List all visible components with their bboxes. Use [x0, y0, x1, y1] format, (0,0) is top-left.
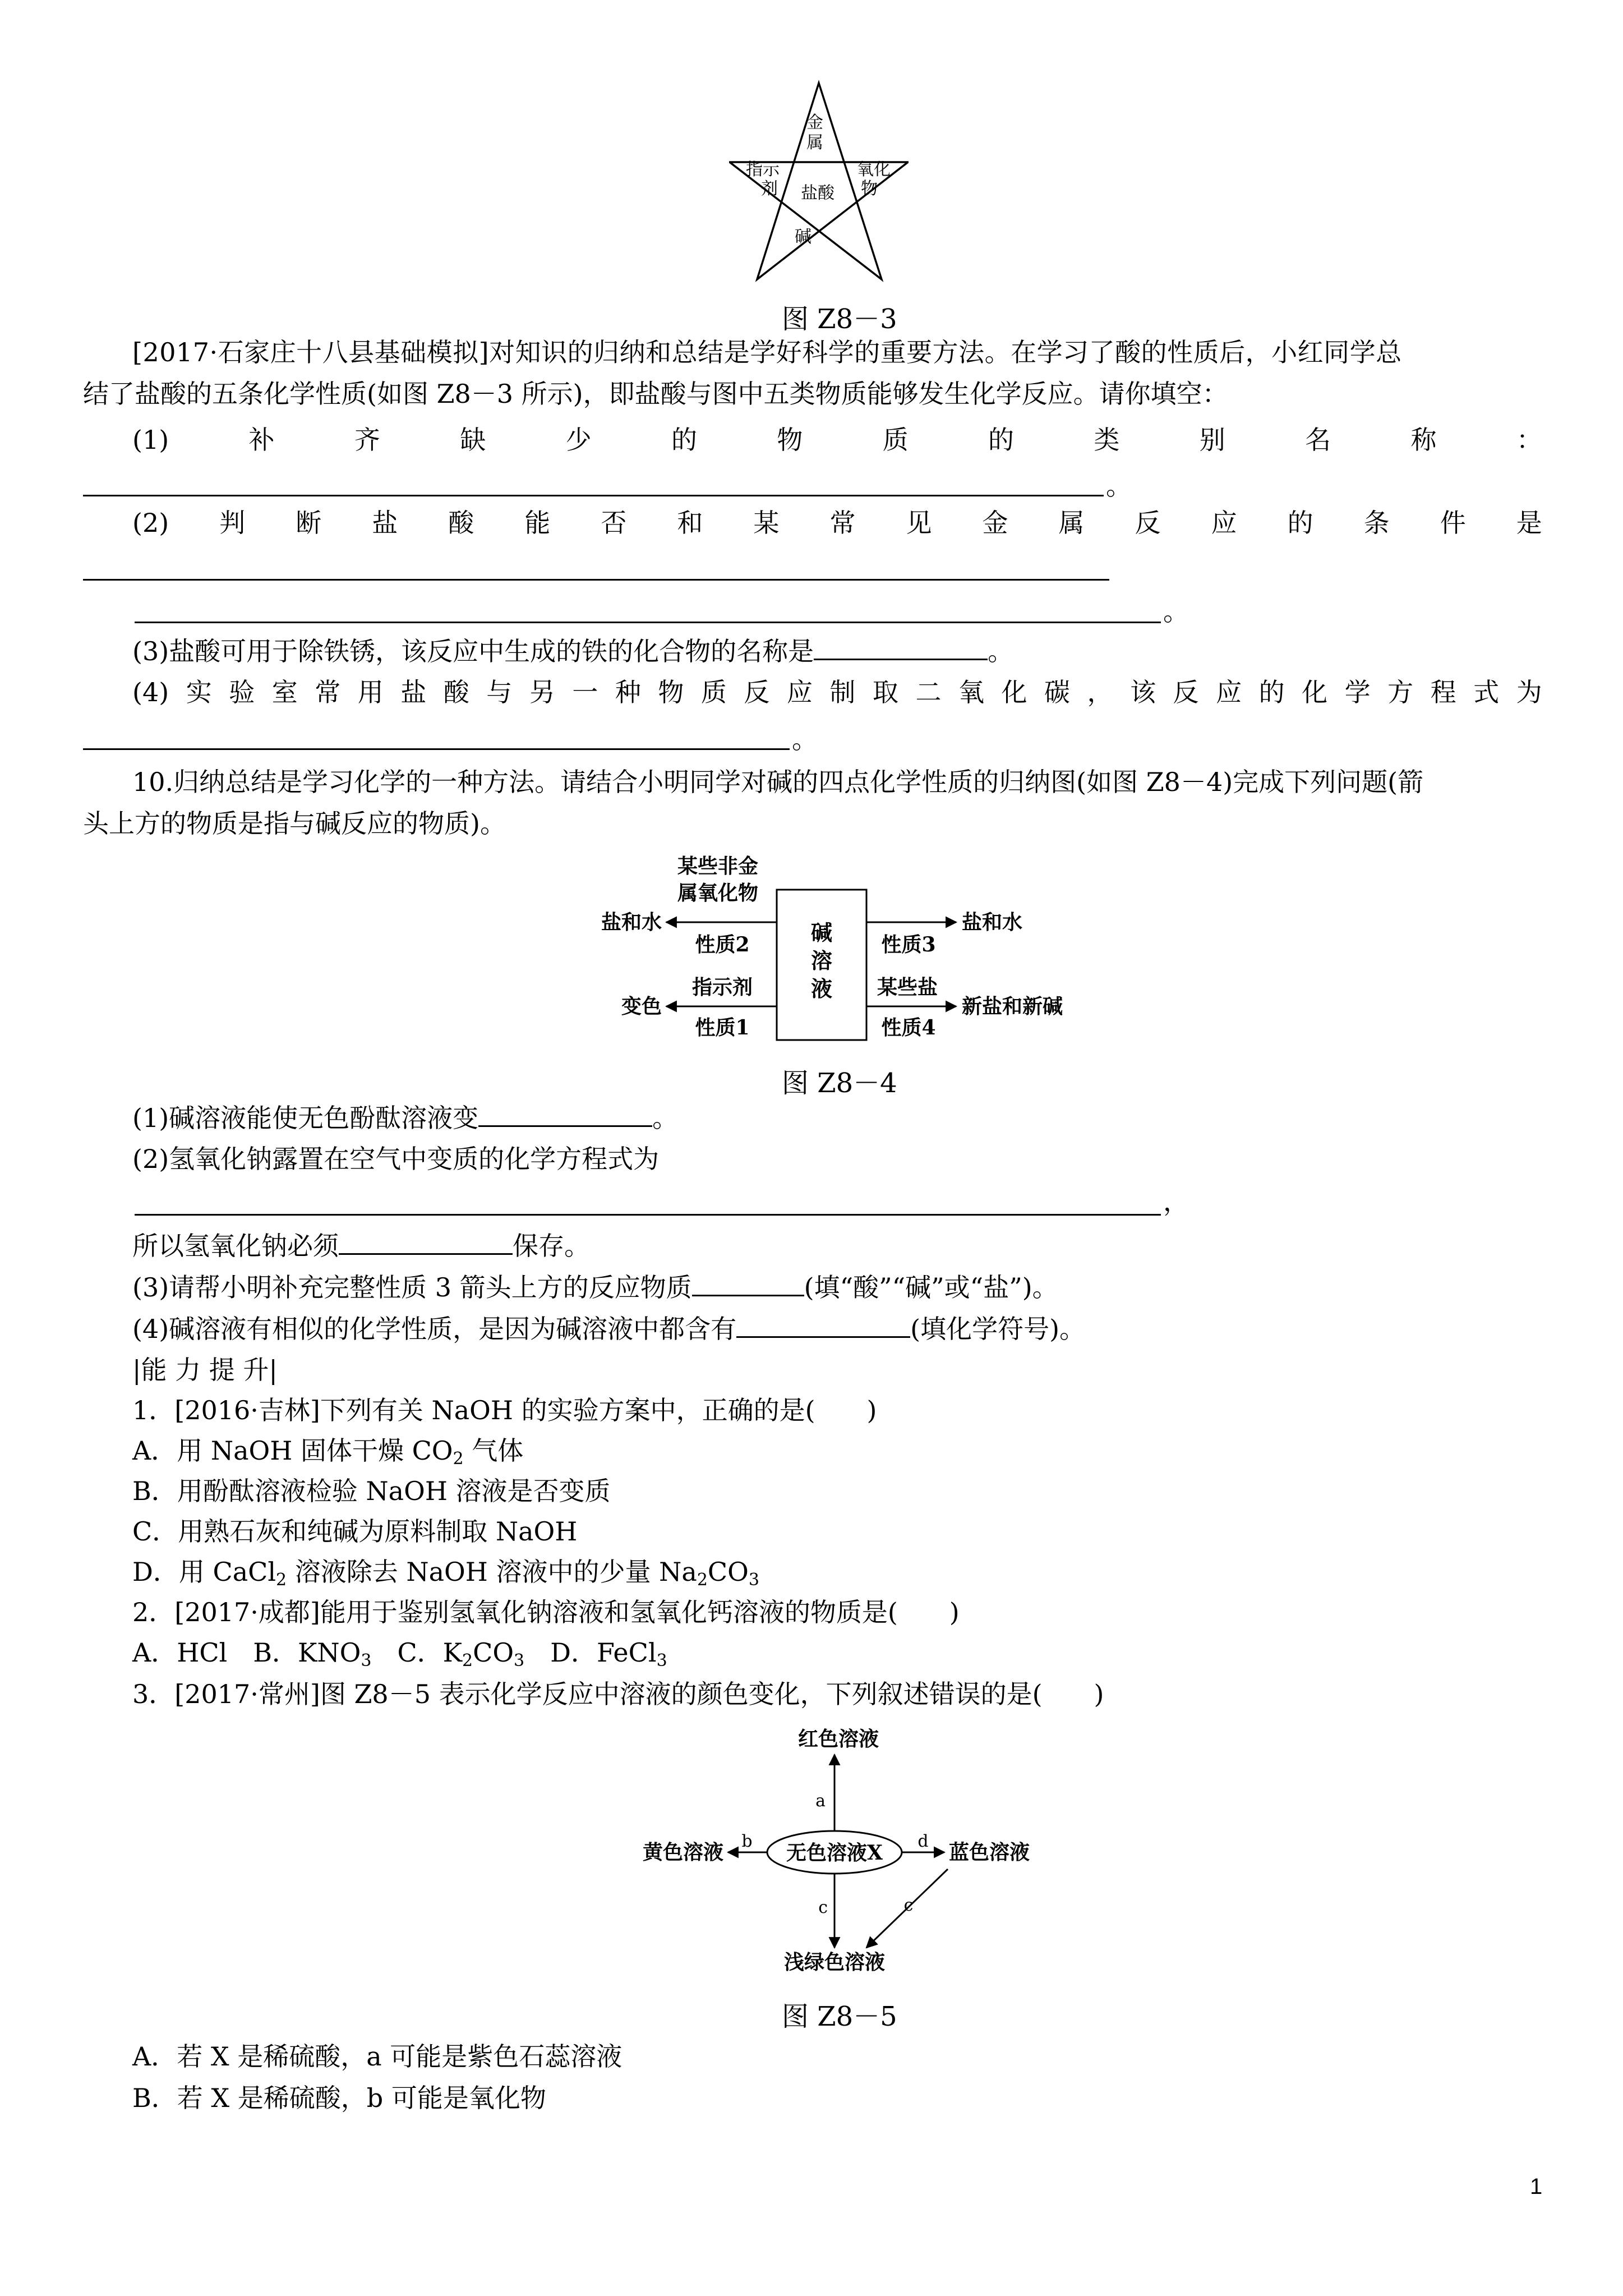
justified-char: 式: [1473, 677, 1500, 707]
box-char-2: 溶: [810, 948, 833, 973]
justified-char: 齐: [354, 425, 380, 455]
justified-char: 用: [357, 677, 384, 707]
justified-char: 室: [271, 677, 298, 707]
label-some-salt: 某些盐: [877, 976, 938, 999]
page-number: 1: [1530, 2174, 1543, 2199]
q9-p4-line: [132, 675, 1542, 709]
justified-char: 酸: [448, 508, 474, 538]
q10-p3-answer-blank[interactable]: [692, 1270, 804, 1296]
mc1-stem: 1．[2016·吉林]下列有关 NaOH 的实验方案中，正确的是( ): [132, 1395, 877, 1425]
justified-char: 另: [529, 677, 555, 707]
q9-p1-answer-blank[interactable]: [83, 495, 1104, 496]
justified-char: 质: [882, 425, 909, 455]
label-color-change: 变色: [621, 995, 662, 1018]
section-heading: |能 力 提 升|: [132, 1355, 278, 1385]
justified-char: 该: [1130, 677, 1156, 707]
justified-char: 质: [700, 677, 727, 707]
justified-char: 常: [315, 677, 341, 707]
mc2-o-4: 2: [462, 1651, 473, 1671]
justified-char: 否: [601, 508, 627, 538]
justified-char: (1): [132, 425, 169, 455]
mc2-o-7: D．FeCl: [524, 1637, 657, 1668]
q10-p2b-answer-blank[interactable]: [339, 1228, 513, 1255]
justified-char: (4): [132, 677, 169, 707]
label-salt-water-right: 盐和水: [962, 910, 1023, 934]
mc1-option-b: B．用酚酞溶液检验 NaOH 溶液是否变质: [132, 1476, 611, 1506]
q9-p2-period: 。: [1163, 596, 1189, 627]
justified-char: 化: [1302, 677, 1328, 707]
q9-p3-text: (3)盐酸可用于除铁锈，该反应中生成的铁的化合物的名称是: [132, 636, 814, 666]
mc1-a-post: 气体: [463, 1435, 524, 1466]
q10-p2b-after: 保存。: [513, 1231, 590, 1261]
justified-char: 是: [1516, 508, 1542, 538]
justified-char: 判: [219, 508, 246, 538]
label-property-4: 性质4: [881, 1016, 936, 1039]
justified-char: 程: [1430, 677, 1456, 707]
justified-char: ：: [1516, 425, 1542, 455]
star-label-metal-2: 属: [806, 133, 823, 153]
justified-char: 某: [753, 508, 780, 538]
justified-char: 应: [786, 677, 813, 707]
justified-char: ，: [1087, 677, 1113, 707]
figure-z8-3-star: [729, 79, 909, 292]
label-property-2: 性质2: [695, 933, 750, 956]
q10-intro-line1: 10.归纳总结是学习化学的一种方法。请结合小明同学对碱的四点化学性质的归纳图(如图 Z8－4)完成下列问题(箭: [132, 767, 1424, 797]
mc1-d-6: 3: [748, 1570, 759, 1590]
justified-char: 能: [524, 508, 551, 538]
node-light-green-solution: 浅绿色溶液: [783, 1950, 886, 1974]
node-yellow-solution: 黄色溶液: [642, 1841, 723, 1864]
justified-char: 条: [1363, 508, 1390, 538]
node-blue-solution: 蓝色溶液: [949, 1841, 1030, 1864]
mc1-option-a: [132, 1434, 523, 1467]
q9-p3-line: [132, 634, 1013, 668]
mc2-options: [132, 1636, 667, 1669]
label-d: d: [917, 1832, 929, 1851]
label-property-3: 性质3: [881, 933, 936, 956]
label-nonmetal-oxide-2: 属氧化物: [677, 881, 759, 905]
q10-p3-before: (3)请帮小明补充完整性质 3 箭头上方的反应物质: [132, 1272, 692, 1303]
label-salt-water-left: 盐和水: [601, 910, 662, 934]
q10-p2-comma: ，: [1163, 1186, 1189, 1217]
label-a: a: [815, 1791, 826, 1811]
q9-p3-period: 。: [988, 636, 1014, 666]
mc3-option-b: B．若 X 是稀硫酸，b 可能是氧化物: [132, 2083, 546, 2113]
justified-char: 取: [872, 677, 898, 707]
star-label-center: 盐酸: [801, 183, 834, 203]
justified-char: 类: [1094, 425, 1120, 455]
mc1-d-5: CO: [707, 1557, 749, 1587]
q10-p2b-line: [132, 1228, 590, 1263]
node-red-solution: 红色溶液: [797, 1727, 879, 1751]
label-indicator: 指示剂: [691, 976, 753, 999]
justified-char: 种: [615, 677, 641, 707]
q9-p4-answer-blank[interactable]: [83, 748, 790, 750]
justified-char: 实: [186, 677, 212, 707]
node-colorless-x: 无色溶液X: [786, 1841, 883, 1865]
q9-intro-line1: [2017·石家庄十八县基础模拟]对知识的归纳和总结是学好科学的重要方法。在学习了酸的性质后，小红同学总: [132, 337, 1402, 367]
justified-char: 常: [829, 508, 856, 538]
justified-char: 二: [915, 677, 942, 707]
star-label-base: 碱: [795, 227, 811, 247]
q9-p1-period: 。: [1106, 471, 1132, 501]
justified-char: 属: [1058, 508, 1085, 538]
q10-p2-answer-blank[interactable]: [135, 1214, 1161, 1216]
justified-char: 盐: [372, 508, 398, 538]
justified-char: 的: [671, 425, 697, 455]
mc1-d-3: 溶液除去 NaOH 溶液中的少量 Na: [287, 1557, 697, 1587]
justified-char: 碳: [1044, 677, 1070, 707]
mc2-o-2: 3: [361, 1651, 372, 1671]
q10-p1-period: 。: [652, 1103, 679, 1133]
q10-p4-before: (4)碱溶液有相似的化学性质，是因为碱溶液中都含有: [132, 1314, 737, 1344]
label-property-1: 性质1: [695, 1016, 750, 1039]
star-label-oxide-2: 物: [861, 179, 878, 199]
label-c-diagonal: c: [903, 1895, 914, 1915]
justified-char: 一: [572, 677, 598, 707]
mc1-d-1: D．用 CaCl: [132, 1557, 276, 1587]
mc1-d-4: 2: [697, 1570, 708, 1590]
justified-char: 氧: [958, 677, 984, 707]
label-b: b: [741, 1832, 753, 1851]
q10-p1-answer-blank[interactable]: [478, 1101, 652, 1127]
justified-char: 名: [1305, 425, 1331, 455]
q10-p4-line: [132, 1312, 1085, 1346]
q10-p4-answer-blank[interactable]: [736, 1312, 910, 1338]
justified-char: 的: [1258, 677, 1285, 707]
q10-p1-text: (1)碱溶液能使无色酚酞溶液变: [132, 1103, 479, 1133]
justified-char: 称: [1410, 425, 1437, 455]
q9-p1-line: [132, 423, 1542, 457]
mc2-o-8: 3: [656, 1651, 667, 1671]
q10-intro-line2: 头上方的物质是指与碱反应的物质)。: [83, 808, 506, 839]
mc3-option-a: A．若 X 是稀硫酸，a 可能是紫色石蕊溶液: [132, 2041, 623, 2072]
mc3-stem: 3．[2017·常州]图 Z8－5 表示化学反应中溶液的颜色变化，下列叙述错误的是( ): [132, 1679, 1104, 1709]
figure-z8-5-caption: 图 Z8－5: [782, 2001, 897, 2032]
q9-intro-line2: 结了盐酸的五条化学性质(如图 Z8－3 所示)，即盐酸与图中五类物质能够发生化学反应。请你填空：: [83, 379, 1228, 409]
justified-char: 反: [1173, 677, 1199, 707]
justified-char: 制: [829, 677, 856, 707]
justified-char: 反: [1135, 508, 1161, 538]
q10-p2b-before: 所以氢氧化钠必须: [132, 1231, 339, 1261]
q9-p2-answer-blank-1[interactable]: [83, 579, 1109, 581]
justified-char: 见: [906, 508, 932, 538]
justified-char: 缺: [460, 425, 486, 455]
justified-char: 方: [1387, 677, 1414, 707]
justified-char: (2): [132, 508, 169, 538]
justified-char: 验: [229, 677, 255, 707]
justified-char: 盐: [400, 677, 427, 707]
label-new-salt-base: 新盐和新碱: [962, 995, 1063, 1018]
justified-char: 为: [1516, 677, 1542, 707]
justified-char: 补: [248, 425, 275, 455]
justified-char: 少: [565, 425, 592, 455]
star-label-metal-1: 金: [806, 113, 823, 132]
mc2-o-3: C．K: [371, 1637, 463, 1668]
q10-p3-line: [132, 1270, 1058, 1304]
figure-z8-3-caption: 图 Z8－3: [782, 303, 897, 335]
justified-char: 件: [1440, 508, 1466, 538]
label-c-down: c: [818, 1898, 828, 1917]
star-label-oxide-1: 氧化: [857, 160, 891, 180]
label-nonmetal-oxide-1: 某些非金: [677, 854, 759, 878]
justified-char: 化: [1001, 677, 1027, 707]
q10-p2-text: (2)氢氧化钠露置在空气中变质的化学方程式为: [132, 1144, 660, 1174]
mc2-o-6: 3: [514, 1651, 525, 1671]
q10-p3-after: (填“酸”“碱”或“盐”)。: [804, 1272, 1058, 1303]
mc1-a-sub: 2: [453, 1449, 464, 1469]
q9-p3-answer-blank[interactable]: [814, 634, 988, 660]
figure-z8-5-diagram: [617, 1722, 1066, 1986]
justified-char: 物: [777, 425, 803, 455]
q9-p2-answer-blank-2[interactable]: [135, 622, 1161, 623]
star-label-indicator-2: 剂: [761, 179, 778, 199]
mc2-o-1: A．HCl B．KNO: [132, 1637, 361, 1668]
mc1-option-c: C．用熟石灰和纯碱为原料制取 NaOH: [132, 1516, 578, 1547]
q10-p4-after: (填化学符号)。: [910, 1314, 1086, 1344]
q9-p4-period: 。: [792, 724, 818, 754]
justified-char: 学: [1344, 677, 1371, 707]
justified-char: 断: [296, 508, 322, 538]
justified-char: 和: [677, 508, 703, 538]
justified-char: 反: [744, 677, 770, 707]
justified-char: 酸: [443, 677, 469, 707]
justified-char: 应: [1216, 677, 1242, 707]
mc1-option-d: [132, 1555, 759, 1589]
figure-z8-4-caption: 图 Z8－4: [782, 1068, 897, 1099]
justified-char: 与: [486, 677, 513, 707]
justified-char: 物: [658, 677, 684, 707]
justified-char: 的: [1287, 508, 1313, 538]
box-char-3: 液: [810, 976, 833, 1001]
box-char-1: 碱: [810, 920, 833, 945]
q10-p1-line: [132, 1101, 678, 1135]
mc1-a-text: A．用 NaOH 固体干燥 CO: [132, 1435, 453, 1466]
mc2-stem: 2．[2017·成都]能用于鉴别氢氧化钠溶液和氢氧化钙溶液的物质是( ): [132, 1597, 960, 1627]
justified-char: 应: [1211, 508, 1237, 538]
justified-char: 的: [988, 425, 1015, 455]
mc2-o-5: CO: [473, 1637, 514, 1668]
q9-p2-line: [132, 506, 1542, 540]
mc1-d-2: 2: [276, 1570, 287, 1590]
figure-z8-4-diagram: [583, 850, 1110, 1052]
justified-char: 金: [982, 508, 1008, 538]
justified-char: 别: [1199, 425, 1225, 455]
star-label-indicator-1: 指示: [746, 160, 780, 180]
